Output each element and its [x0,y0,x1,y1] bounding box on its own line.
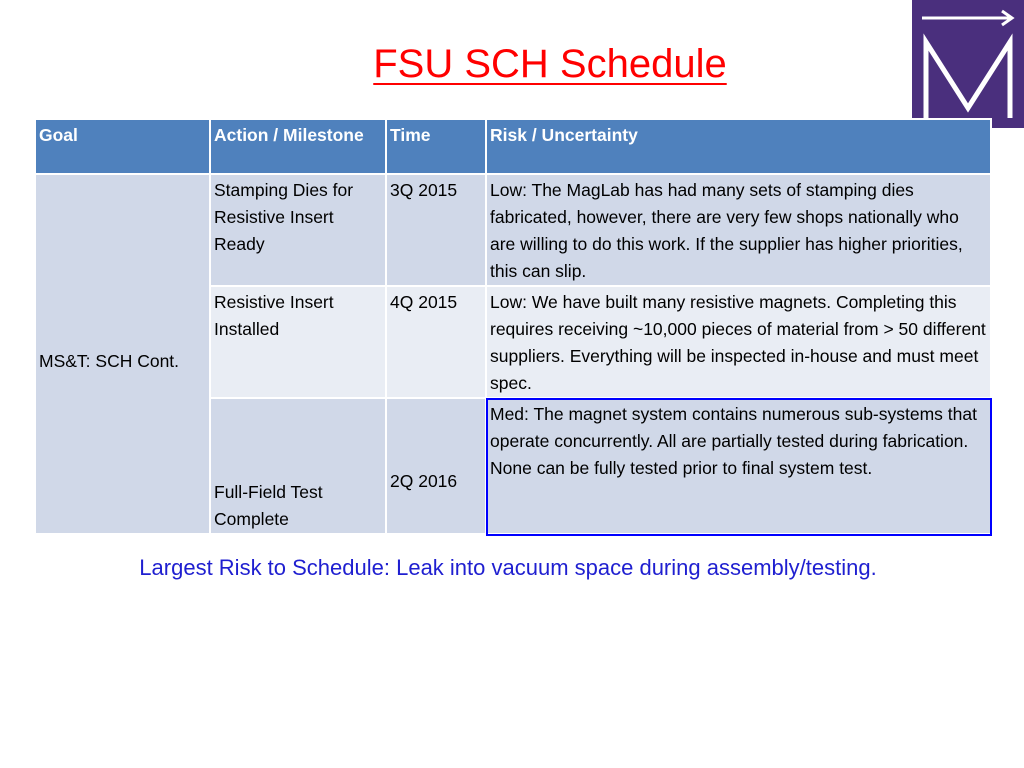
header-goal: Goal [35,119,210,174]
risk-cell: Low: The MagLab has had many sets of stamping dies fabricated, however, there are very few shops nationally who are willing to do this work. If the supplier has higher priorities, this can slip. [486,174,991,286]
risk-cell-text: Med: The magnet system contains numerous sub-systems that operate concurrently. All are partially tested during fabrication. None can be fully tested prior to final system test. [490,404,977,478]
header-time: Time [386,119,486,174]
milestone-cell: Full-Field Test Complete [210,398,386,534]
header-risk: Risk / Uncertainty [486,119,991,174]
time-cell: 4Q 2015 [386,286,486,398]
risk-cell: Low: We have built many resistive magnets. Completing this requires receiving ~10,000 pieces of material from > 50 different suppliers. Everything will be inspected in-house and must meet spec. [486,286,991,398]
risk-cell-highlighted [486,398,991,534]
slide-title: FSU SCH Schedule [373,42,727,86]
schedule-table [34,118,992,535]
largest-risk-note: Largest Risk to Schedule: Leak into vacuum space during assembly/testing. [139,555,877,580]
time-cell: 3Q 2015 [386,174,486,286]
goal-cell: MS&T: SCH Cont. [35,174,210,534]
time-cell: 2Q 2016 [386,398,486,534]
table-row [35,174,991,286]
milestone-cell: Stamping Dies for Resistive Insert Ready [210,174,386,286]
header-milestone: Action / Milestone [210,119,386,174]
table-header-row [35,119,991,174]
milestone-cell: Resistive Insert Installed [210,286,386,398]
